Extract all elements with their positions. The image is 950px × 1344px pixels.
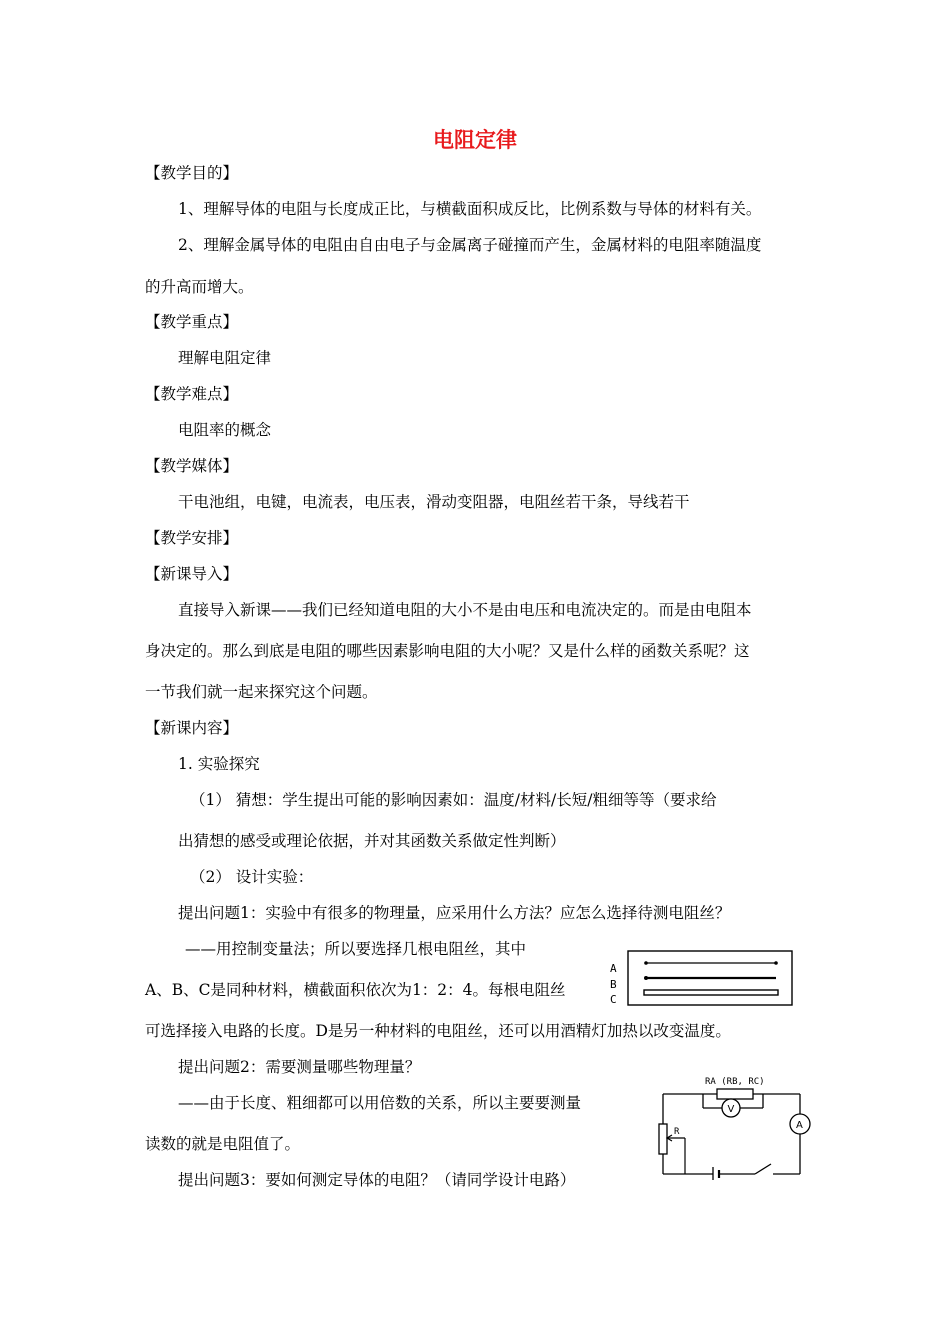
question-2: 提出问题2：需要测量哪些物理量？ <box>178 1058 421 1076</box>
intro-line-2: 身决定的。那么到底是电阻的哪些因素影响电阻的大小呢？又是什么样的函数关系呢？这 <box>145 642 750 660</box>
wire-label-a: A <box>610 962 617 975</box>
media-text: 干电池组，电键，电流表，电压表，滑动变阻器，电阻丝若干条，导线若干 <box>178 493 690 511</box>
difficulty-text: 电阻率的概念 <box>178 421 272 439</box>
answer-1-line-1: ——用控制变量法；所以要选择几根电阻丝，其中 <box>185 940 527 958</box>
intro-line-1: 直接导入新课——我们已经知道电阻的大小不是由电压和电流决定的。而是由电阻本 <box>178 601 752 619</box>
wire-c <box>644 990 778 995</box>
wire-b-terminal-left <box>644 976 648 980</box>
intro-line-3: 一节我们就一起来探究这个问题。 <box>145 683 378 701</box>
objective-1: 1、理解导体的电阻与长度成正比，与横截面积成反比，比例系数与导体的材料有关。 <box>178 200 762 218</box>
wire-a-terminal-left <box>644 961 648 965</box>
key-point-text: 理解电阻定律 <box>178 349 272 367</box>
section-heading-objective: 【教学目的】 <box>145 164 239 182</box>
page-title: 电阻定律 <box>433 128 517 152</box>
rheostat-symbol <box>659 1124 667 1154</box>
resistor-symbol <box>717 1089 753 1099</box>
hypothesis-line-1: （1） 猜想：学生提出可能的影响因素如：温度/材料/长短/粗细等等（要求给 <box>190 791 717 809</box>
wire-label-c: C <box>610 993 617 1006</box>
wire-label-b: B <box>610 978 617 991</box>
answer-2-line-2: 读数的就是电阻值了。 <box>145 1135 301 1153</box>
objective-2-line-2: 的升高而增大。 <box>145 278 254 296</box>
section-heading-arrangement: 【教学安排】 <box>145 529 239 547</box>
section-heading-key-point: 【教学重点】 <box>145 313 239 331</box>
wire-a-terminal-right <box>774 961 778 965</box>
question-1: 提出问题1：实验中有很多的物理量，应采用什么方法？应怎么选择待测电阻丝？ <box>178 904 731 922</box>
question-3: 提出问题3：要如何测定导体的电阻？（请同学设计电路） <box>178 1171 576 1189</box>
hypothesis-line-2: 出猜想的感受或理论依据，并对其函数关系做定性判断） <box>178 832 566 850</box>
answer-1-line-2: A、B、C是同种材料，横截面积依次为1：2：4。每根电阻丝 <box>145 981 566 999</box>
content-item-1: 1. 实验探究 <box>178 755 260 773</box>
circuit-diagram <box>655 1068 815 1180</box>
design-experiment-heading: （2） 设计实验： <box>190 868 314 886</box>
rheostat-label: R <box>674 1127 680 1137</box>
voltmeter-label: V <box>727 1104 735 1115</box>
section-heading-introduction: 【新课导入】 <box>145 565 239 583</box>
objective-2-line-1: 2、理解金属导体的电阻由自由电子与金属离子碰撞而产生，金属材料的电阻率随温度 <box>178 236 762 254</box>
section-heading-content: 【新课内容】 <box>145 719 239 737</box>
answer-1-line-3: 可选择接入电路的长度。D是另一种材料的电阻丝，还可以用酒精灯加热以改变温度。 <box>145 1022 731 1040</box>
answer-2-line-1: ——由于长度、粗细都可以用倍数的关系，所以主要要测量 <box>178 1094 582 1112</box>
resistor-label: RA (RB, RC) <box>705 1077 765 1087</box>
section-heading-difficulty: 【教学难点】 <box>145 385 239 403</box>
resistance-wires-figure <box>606 948 798 1008</box>
switch-symbol <box>755 1164 771 1174</box>
ammeter-label: A <box>796 1120 803 1131</box>
section-heading-media: 【教学媒体】 <box>145 457 239 475</box>
